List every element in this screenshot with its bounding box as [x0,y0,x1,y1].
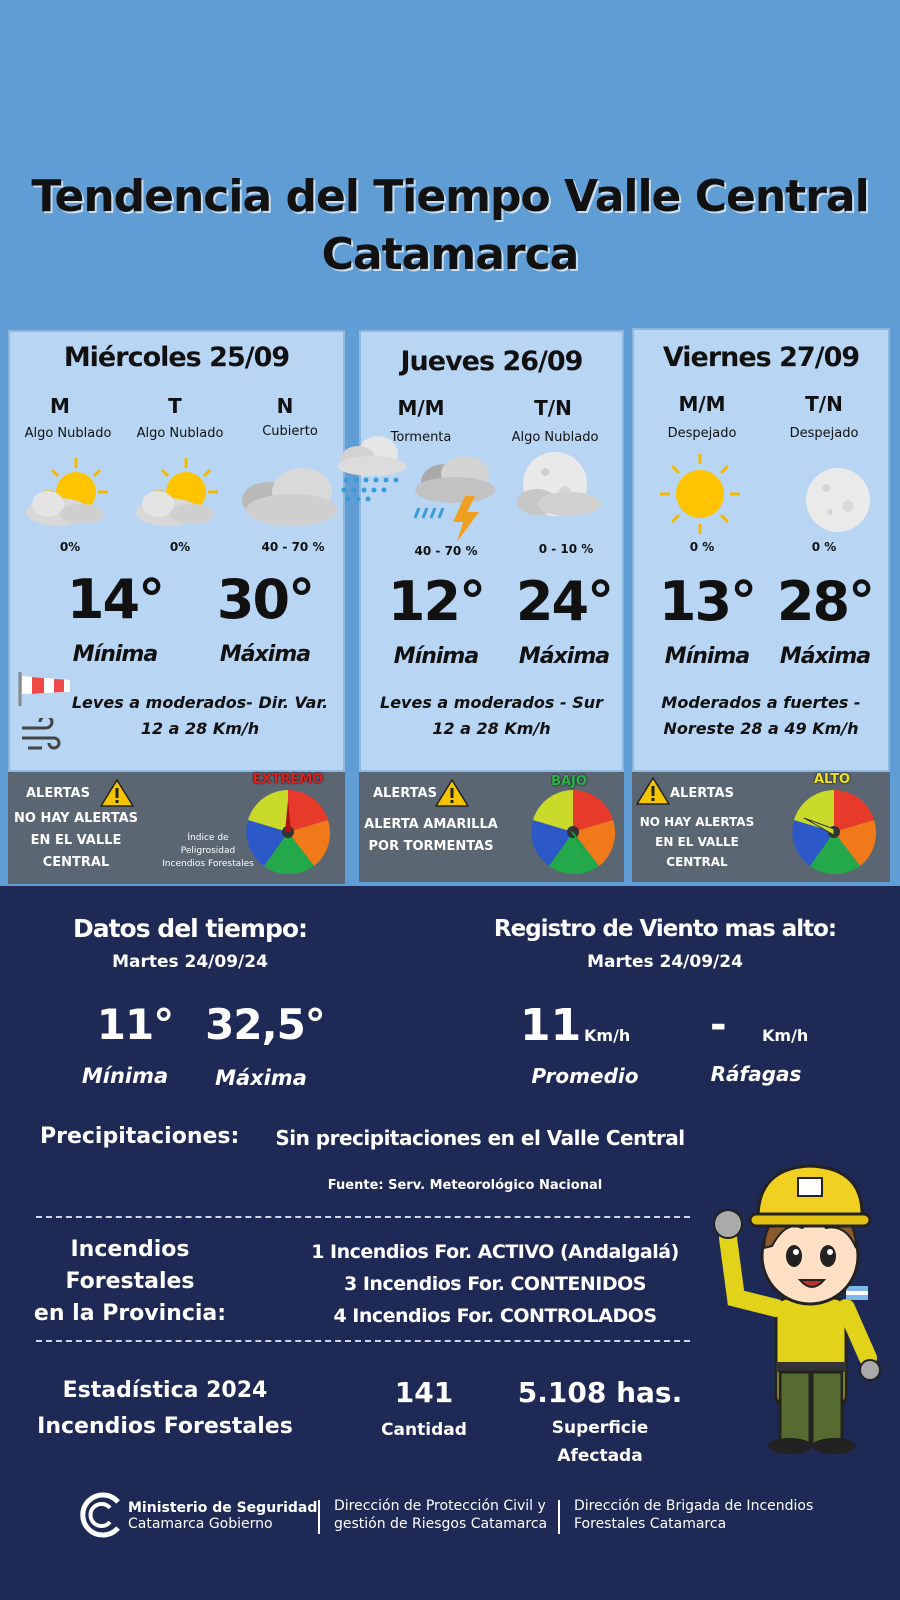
estadistica-label-line2: Incendios Forestales [37,1414,293,1439]
precip-label: Precipitaciones: [40,1124,240,1149]
incendios-label [20,1234,240,1330]
incendios-label-line: Incendios [70,1237,190,1262]
footer-org3-line2: Forestales Catamarca [574,1516,727,1532]
max-label: Máxima [779,644,871,669]
datos-max: 32,5° [205,1000,325,1049]
footer-separator [558,1500,560,1534]
viento-date: Martes 24/09/24 [587,952,743,972]
ministerio-logo-icon [78,1492,124,1538]
index-caption [158,832,258,871]
incendios-item: 4 Incendios For. CONTROLADOS [333,1305,657,1327]
condition-text: Cubierto [262,424,318,439]
alert-text-line: CENTRAL [42,855,110,870]
sun-cloud-icon [18,454,118,534]
precip-percent: 0 % [689,540,715,554]
min-temperature: 14° [66,568,164,631]
wind-gust-unit: Km/h [762,1026,809,1045]
alert-heading: ALERTAS [26,786,90,801]
footer-separator [318,1500,320,1534]
alert-text-line: NO HAY ALERTAS [639,815,755,829]
min-label: Mínima [393,644,479,669]
firefighter-mascot-illustration [706,1148,892,1458]
footer-org1-line2: Catamarca Gobierno [128,1516,273,1532]
alert-text-line: EN EL VALLE [30,833,122,848]
incendios-label-line: en la Provincia: [33,1301,227,1326]
precip-percent: 0% [169,540,191,554]
period-label: T [168,394,182,418]
page-title-line1: Tendencia del Tiempo Valle Central [31,171,869,222]
period-label: T/N [534,396,572,420]
max-temperature: 30° [216,568,314,631]
sun-cloud-icon [128,454,228,534]
affected-area-label-line1: Superficie [551,1418,649,1438]
max-temperature: 28° [776,570,874,633]
period-label: M [50,394,70,418]
wind-speed: Noreste 28 a 49 Km/h [663,719,859,738]
moon-cloud-icon [509,448,609,528]
precip-percent: 0 % [811,540,837,554]
wind-gust-value: - [710,1002,727,1048]
affected-area-label-line2: Afectada [557,1446,643,1466]
condition-text: Algo Nublado [24,426,112,441]
precip-percent: 0 - 10 % [538,542,594,556]
alert-text-line: POR TORMENTAS [368,839,494,854]
condition-text: Algo Nublado [511,430,599,445]
alert-heading: ALERTAS [373,786,437,801]
footer-org2-line1: Dirección de Protección Civil y [334,1498,546,1514]
gauge-level-label: BAJO [551,774,587,789]
wind-description: Leves a moderados- Dir. Var. [71,693,329,712]
index-caption-line: Índice de [187,833,229,843]
min-label: Mínima [72,642,158,667]
alert-text-line: NO HAY ALERTAS [13,811,139,826]
incendios-list [280,1236,710,1332]
period-label: M/M [397,396,445,420]
warning-icon [100,778,134,808]
max-temperature: 24° [515,570,613,633]
condition-text: Algo Nublado [136,426,224,441]
precip-percent: 40 - 70 % [261,540,325,554]
index-caption-line: Incendios Forestales [162,859,254,869]
warning-icon [636,776,670,806]
wind-average-label: Promedio [531,1064,639,1088]
datos-heading: Datos del tiempo: [72,914,308,943]
page-title-line2: Catamarca [321,229,579,280]
max-label: Máxima [219,642,311,667]
datos-min-label: Mínima [81,1064,169,1088]
precip-text: Sin precipitaciones en el Valle Central [275,1126,685,1150]
alert-panel [632,772,890,882]
moon-icon [804,466,874,536]
day-card-wednesday [8,330,345,772]
overcast-icon [232,460,342,530]
period-label: T/N [805,392,843,416]
wind-average-value: 11 [520,1000,582,1051]
precip-percent: 0% [59,540,81,554]
alert-text-line: ALERTA AMARILLA [364,817,498,832]
datos-date: Martes 24/09/24 [112,952,268,972]
wind-icon [18,718,62,754]
footer-org2-line2: gestión de Riesgos Catamarca [334,1516,548,1532]
divider [36,1340,690,1342]
day-title: Miércoles 25/09 [63,342,290,373]
storm-icon [405,452,499,544]
footer-org1-line1: Ministerio de Seguridad [128,1500,318,1516]
divider [36,1216,690,1218]
period-label: N [276,394,294,418]
condition-text: Tormenta [390,430,452,445]
alert-panel [359,772,624,882]
condition-text: Despejado [667,426,737,441]
datos-min: 11° [96,1000,174,1049]
wind-gust-label: Ráfagas [710,1062,802,1086]
period-label: M/M [678,392,726,416]
viento-heading: Registro de Viento mas alto: [493,916,837,942]
fire-danger-gauge [790,788,878,876]
sun-icon [658,452,742,536]
index-caption-line: Peligrosidad [180,846,236,856]
incendios-label-line: Forestales [65,1269,195,1294]
alert-text-line: EN EL VALLE [655,835,739,849]
fire-danger-gauge [529,788,617,876]
precip-percent: 40 - 70 % [414,544,478,558]
warning-icon [435,778,469,808]
fire-count: 141 [394,1376,454,1409]
day-title: Viernes 27/09 [662,342,860,373]
alert-heading: ALERTAS [670,786,734,801]
estadistica-label-line1: Estadística 2024 [62,1378,268,1403]
wind-description: Moderados a fuertes - [661,693,861,712]
affected-area: 5.108 has. [517,1376,683,1409]
incendios-item: 1 Incendios For. ACTIVO (Andalgalá) [311,1241,679,1263]
day-card-thursday [359,330,624,772]
wind-average-unit: Km/h [584,1026,631,1045]
alert-text-line: CENTRAL [666,855,728,869]
wind-speed: 12 a 28 Km/h [140,719,260,738]
footer-org3-line1: Dirección de Brigada de Incendios [574,1498,814,1514]
wind-description: Leves a moderados - Sur [380,693,603,712]
day-card-friday [632,328,890,772]
gauge-level-label: EXTREMO [252,772,324,787]
fire-danger-gauge [244,788,332,876]
gauge-level-label: ALTO [813,772,851,787]
incendios-item: 3 Incendios For. CONTENIDOS [344,1273,646,1295]
min-label: Mínima [664,644,750,669]
day-title: Jueves 26/09 [400,346,583,377]
rain-cloud-icon [334,430,410,502]
min-temperature: 13° [658,570,756,633]
source-text: Fuente: Serv. Meteorológico Nacional [327,1178,603,1193]
alert-panel [8,772,345,884]
max-label: Máxima [518,644,610,669]
wind-speed: 12 a 28 Km/h [432,719,551,738]
datos-max-label: Máxima [215,1066,307,1090]
min-temperature: 12° [387,570,485,633]
fire-count-label: Cantidad [381,1420,467,1440]
condition-text: Despejado [789,426,859,441]
